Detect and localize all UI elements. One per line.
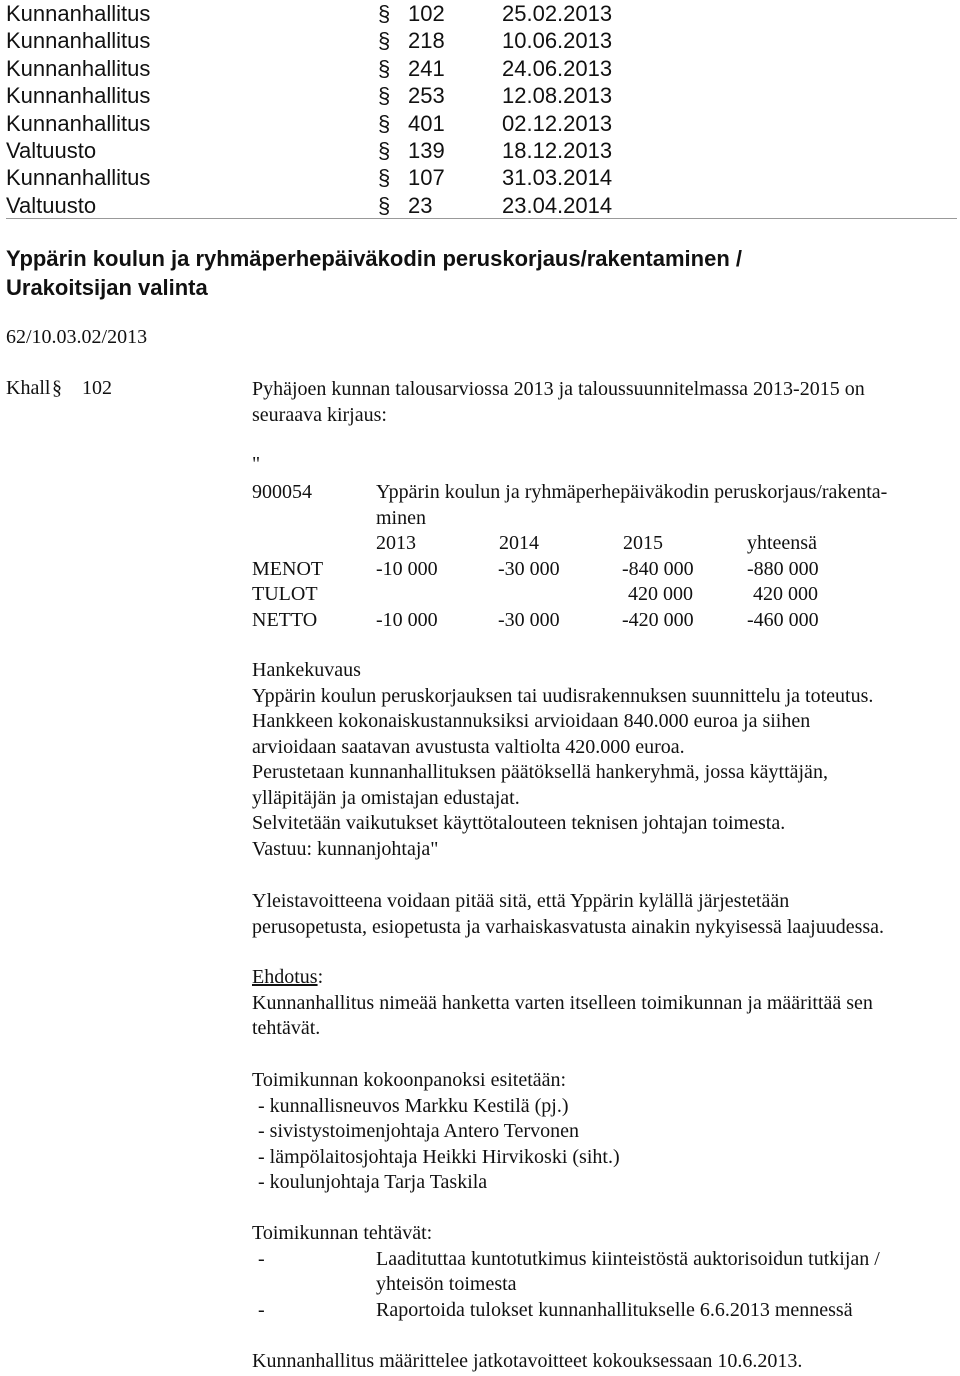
title-line: Yppärin koulun ja ryhmäperhepäiväkodin peruskorjaus/rakentaminen / — [6, 246, 743, 271]
history-number: 102 — [408, 1, 445, 26]
history-body: Kunnanhallitus — [6, 110, 151, 136]
project-description — [252, 658, 952, 862]
committee-members — [252, 1068, 952, 1196]
task-text: Laadituttaa kuntotutkimus kiinteistöstä auktorisoidun tutkijan / — [376, 1247, 880, 1270]
budget-name-row — [252, 480, 952, 506]
section-sign: § — [378, 137, 391, 163]
title-line: Urakoitsijan valinta — [6, 275, 208, 300]
intro-text — [252, 377, 952, 428]
history-row — [6, 55, 958, 82]
history-number: 401 — [408, 110, 445, 136]
section-sign: § — [378, 165, 391, 191]
text-line: Yppärin koulun peruskorjauksen tai uudisrakennuksen suunnittelu ja toteutus. — [252, 684, 874, 707]
quote-mark: " — [252, 453, 261, 475]
history-number: 107 — [408, 165, 445, 191]
text-line: Perustetaan kunnanhallituksen päätöksellä hankeryhmä, jossa käyttäjän, — [252, 761, 828, 783]
closing-statement: Kunnanhallitus määrittelee jatkotavoitteet kokouksessaan 10.6.2013. — [252, 1350, 803, 1372]
column-header: yhteensä — [747, 532, 817, 554]
column-header: 2013 — [376, 532, 416, 554]
history-row — [6, 0, 958, 27]
proposal-label: Ehdotus — [252, 966, 318, 988]
history-date: 24.06.2013 — [502, 55, 613, 81]
cell-value: 420 000 — [753, 583, 818, 605]
history-date: 25.02.2013 — [502, 1, 613, 26]
history-body: Kunnanhallitus — [6, 1, 151, 26]
section-sign: § — [52, 377, 62, 399]
history-body: Kunnanhallitus — [6, 28, 151, 54]
task-dash: - — [258, 1247, 265, 1270]
cell-value: -460 000 — [747, 608, 819, 631]
history-row — [6, 192, 958, 219]
history-number: 253 — [408, 83, 445, 109]
row-label: NETTO — [252, 608, 318, 631]
proposal-colon: : — [317, 966, 324, 988]
text-line: Yleistavoitteena voidaan pitää sitä, että Yppärin kylällä järjestetään — [252, 890, 790, 912]
history-body: Valtuusto — [6, 137, 97, 163]
budget-name-row — [252, 506, 952, 532]
text-line: Hankkeen kokonaiskustannuksiksi arvioidaan 840.000 euroa ja siihen — [252, 710, 811, 732]
history-number: 218 — [408, 28, 445, 54]
meeting-number: 102 — [82, 377, 112, 399]
history-body: Kunnanhallitus — [6, 83, 151, 109]
history-date: 31.03.2014 — [502, 165, 613, 191]
divider — [6, 218, 957, 219]
cell-value: -10 000 — [376, 608, 438, 631]
section-sign: § — [378, 55, 391, 81]
history-number: 139 — [408, 137, 445, 163]
text-line: Pyhäjoen kunnan talousarviossa 2013 ja taloussuunnitelmassa 2013-2015 on — [252, 378, 865, 400]
member-item: - koulunjohtaja Tarja Taskila — [258, 1171, 488, 1193]
text-line: seuraava kirjaus: — [252, 403, 387, 426]
task-item — [252, 1247, 952, 1298]
member-item: - sivistystoimenjohtaja Antero Tervonen — [258, 1120, 579, 1142]
committee-tasks — [252, 1221, 952, 1323]
cell-value: -880 000 — [747, 557, 819, 580]
page-title — [6, 244, 742, 302]
meeting-marker — [6, 377, 112, 400]
history-body: Kunnanhallitus — [6, 165, 151, 191]
row-label: MENOT — [252, 557, 324, 580]
row-label: TULOT — [252, 583, 318, 605]
history-number: 241 — [408, 55, 445, 81]
budget-header-row — [252, 531, 952, 557]
column-header: 2015 — [623, 532, 663, 554]
history-row — [6, 164, 958, 191]
cell-value: -10 000 — [376, 557, 438, 580]
meeting-body: Khall — [6, 377, 51, 399]
general-goal — [252, 889, 952, 940]
task-dash: - — [258, 1298, 265, 1321]
history-date: 18.12.2013 — [502, 137, 613, 163]
cell-value: -30 000 — [498, 557, 560, 580]
section-sign: § — [378, 28, 391, 54]
budget-row — [252, 608, 952, 634]
text-line: ylläpitäjän ja omistajan edustajat. — [252, 786, 520, 809]
section-sign: § — [378, 83, 391, 109]
budget-name: minen — [376, 506, 426, 529]
task-item — [252, 1298, 952, 1324]
budget-row — [252, 582, 952, 608]
history-row — [6, 27, 958, 54]
task-text: yhteisön toimesta — [376, 1273, 517, 1295]
text-line: Kunnanhallitus nimeää hanketta varten itselleen toimikunnan ja määrittää sen — [252, 991, 873, 1014]
history-number: 23 — [408, 192, 433, 218]
text-line: arvioidaan saatavan avustusta valtiolta 420.000 euroa. — [252, 735, 685, 758]
decision-history — [6, 0, 958, 219]
budget-name: Yppärin koulun ja ryhmäperhepäiväkodin peruskorjaus/rakenta- — [376, 481, 888, 503]
reference-number: 62/10.03.02/2013 — [6, 326, 148, 348]
budget-code: 900054 — [252, 481, 312, 503]
member-item: - lämpölaitosjohtaja Heikki Hirvikoski (siht.) — [258, 1145, 620, 1168]
cell-value: -840 000 — [622, 557, 694, 580]
cell-value: 420 000 — [628, 583, 693, 605]
history-date: 23.04.2014 — [502, 192, 613, 218]
history-body: Valtuusto — [6, 192, 97, 218]
task-text: Raportoida tulokset kunnanhallitukselle 6.6.2013 mennessä — [376, 1298, 853, 1321]
history-date: 12.08.2013 — [502, 83, 613, 109]
history-date: 10.06.2013 — [502, 28, 613, 54]
members-heading: Toimikunnan kokoonpanoksi esitetään: — [252, 1069, 567, 1091]
member-item: - kunnallisneuvos Markku Kestilä (pj.) — [258, 1094, 569, 1117]
text-line: Hankekuvaus — [252, 659, 361, 681]
section-sign: § — [378, 1, 391, 26]
budget-table — [252, 480, 952, 633]
section-sign: § — [378, 110, 391, 136]
section-sign: § — [378, 192, 391, 218]
text-line: perusopetusta, esiopetusta ja varhaiskasvatusta ainakin nykyisessä laajuudessa. — [252, 915, 885, 938]
budget-row — [252, 557, 952, 583]
history-body: Kunnanhallitus — [6, 55, 151, 81]
text-line: tehtävät. — [252, 1017, 321, 1039]
history-row — [6, 110, 958, 137]
proposal-heading — [252, 965, 952, 991]
text-line: Vastuu: kunnanjohtaja" — [252, 837, 439, 860]
history-row — [6, 137, 958, 164]
proposal — [252, 965, 952, 1042]
cell-value: -30 000 — [498, 608, 560, 631]
history-date: 02.12.2013 — [502, 110, 613, 136]
history-row — [6, 82, 958, 109]
tasks-heading: Toimikunnan tehtävät: — [252, 1222, 433, 1244]
text-line: Selvitetään vaikutukset käyttötalouteen teknisen johtajan toimesta. — [252, 812, 786, 834]
column-header: 2014 — [499, 532, 539, 554]
cell-value: -420 000 — [622, 608, 694, 631]
